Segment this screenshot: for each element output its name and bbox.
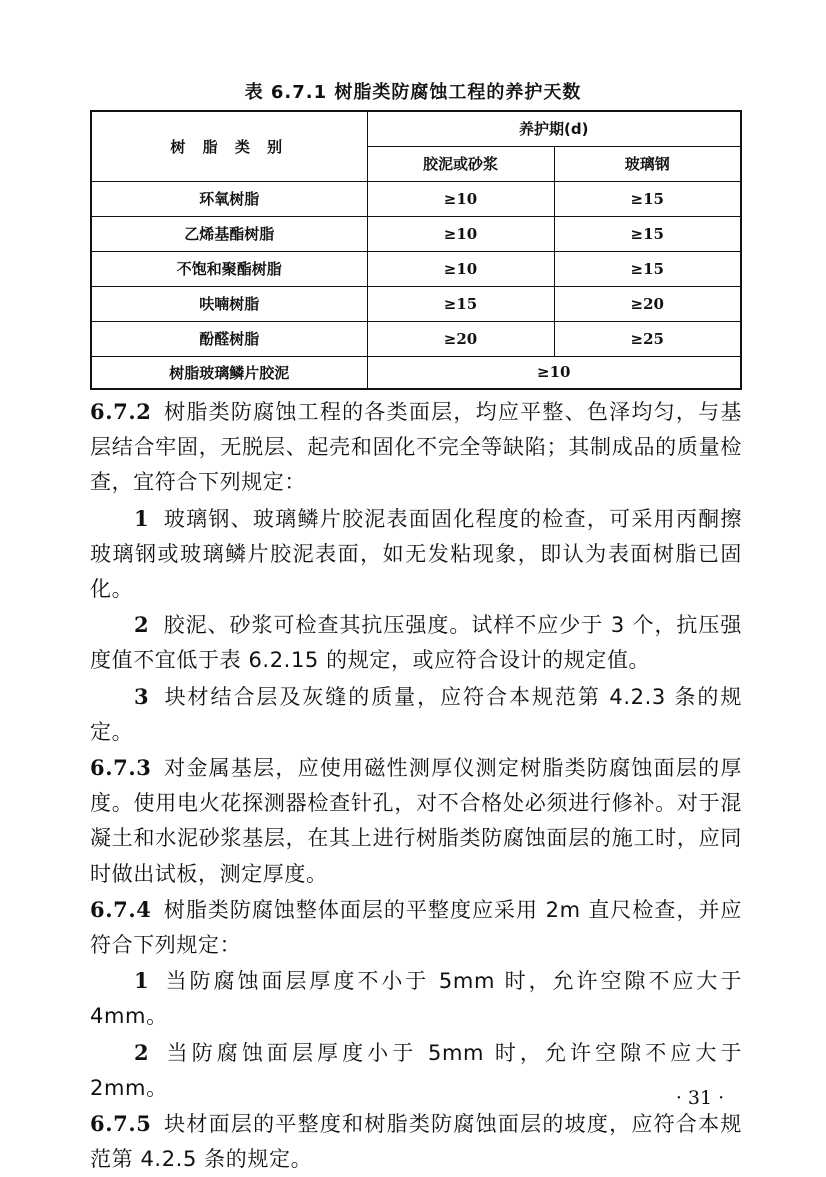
row-mortar-days: ≥20 xyxy=(367,321,554,356)
clause-number: 6.7.3 xyxy=(90,755,152,781)
item-text: 块材结合层及灰缝的质量，应符合本规范第 4.2.3 条的规定。 xyxy=(90,684,742,744)
clause-6-7-5 xyxy=(90,1106,742,1177)
item-text: 当防腐蚀面层厚度不小于 5mm 时，允许空隙不应大于 4mm。 xyxy=(90,969,742,1029)
clause-item xyxy=(90,963,742,1034)
clause-text: 树脂类防腐蚀工程的各类面层，均应平整、色泽均匀，与基层结合牢固，无脱层、起壳和固化不完全等缺陷；其制成品的质量检查，宜符合下列规定： xyxy=(90,400,742,495)
item-number: 2 xyxy=(134,612,150,638)
clause-6-7-2 xyxy=(90,394,742,501)
row-resin-name: 树脂玻璃鳞片胶泥 xyxy=(91,356,367,389)
item-number: 2 xyxy=(134,1039,150,1065)
item-text: 胶泥、砂浆可检查其抗压强度。试样不应少于 3 个，抗压强度值不宜低于表 6.2.15 的规定，或应符合设计的规定值。 xyxy=(90,613,742,673)
row-mortar-days: ≥10 xyxy=(367,181,554,216)
header-resin-category: 树 脂 类 别 xyxy=(91,111,367,181)
row-frp-days: ≥15 xyxy=(554,216,741,251)
header-curing-period: 养护期(d) xyxy=(367,111,741,146)
clause-item xyxy=(90,679,742,750)
row-resin-name: 不饱和聚酯树脂 xyxy=(91,251,367,286)
item-number: 1 xyxy=(134,505,150,531)
table-row xyxy=(91,216,741,251)
row-resin-name: 呋喃树脂 xyxy=(91,286,367,321)
clause-text: 对金属基层，应使用磁性测厚仪测定树脂类防腐蚀面层的厚度。使用电火花探测器检查针孔，对不合格处必须进行修补。对于混凝土和水泥砂浆基层，在其上进行树脂类防腐蚀面层的施工时，应同时做出试板，测定厚度。 xyxy=(90,756,742,886)
clause-item xyxy=(90,501,742,608)
header-frp: 玻璃钢 xyxy=(554,146,741,181)
page-number: · 31 · xyxy=(675,1087,725,1109)
row-resin-name: 环氧树脂 xyxy=(91,181,367,216)
table-row xyxy=(91,286,741,321)
header-mortar: 胶泥或砂浆 xyxy=(367,146,554,181)
clause-text: 树脂类防腐蚀整体面层的平整度应采用 2m 直尺检查，并应符合下列规定： xyxy=(90,897,742,958)
row-mortar-days: ≥15 xyxy=(367,286,554,321)
table-row xyxy=(91,251,741,286)
clause-number: 6.7.2 xyxy=(90,399,152,424)
clause-item xyxy=(90,1035,742,1106)
row-frp-days: ≥20 xyxy=(554,286,741,321)
row-mortar-days: ≥10 xyxy=(367,251,554,286)
clause-item xyxy=(90,607,742,678)
row-merged-days: ≥10 xyxy=(367,356,741,389)
clause-6-7-3 xyxy=(90,750,742,892)
row-resin-name: 酚醛树脂 xyxy=(91,321,367,356)
table-header-row xyxy=(91,111,741,146)
clause-text: 块材面层的平整度和树脂类防腐蚀面层的坡度，应符合本规范第 4.2.5 条的规定。 xyxy=(90,1112,742,1172)
table-row xyxy=(91,181,741,216)
curing-days-table xyxy=(90,110,742,390)
row-frp-days: ≥25 xyxy=(554,321,741,356)
row-resin-name: 乙烯基酯树脂 xyxy=(91,216,367,251)
row-mortar-days: ≥10 xyxy=(367,216,554,251)
body-text xyxy=(90,394,742,1177)
clause-number: 6.7.5 xyxy=(90,1111,152,1137)
table-title: 表 6.7.1 树脂类防腐蚀工程的养护天数 xyxy=(244,82,582,103)
clause-number: 6.7.4 xyxy=(90,896,152,922)
item-text: 玻璃钢、玻璃鳞片胶泥表面固化程度的检查，可采用丙酮擦玻璃钢或玻璃鳞片胶泥表面，如无发粘现象，即认为表面树脂已固化。 xyxy=(90,506,742,602)
clause-6-7-4 xyxy=(90,892,742,963)
item-number: 1 xyxy=(134,968,150,994)
row-frp-days: ≥15 xyxy=(554,181,741,216)
item-number: 3 xyxy=(134,683,150,709)
table-row xyxy=(91,356,741,389)
table-row xyxy=(91,321,741,356)
row-frp-days: ≥15 xyxy=(554,251,741,286)
item-text: 当防腐蚀面层厚度小于 5mm 时，允许空隙不应大于 2mm。 xyxy=(90,1040,742,1100)
